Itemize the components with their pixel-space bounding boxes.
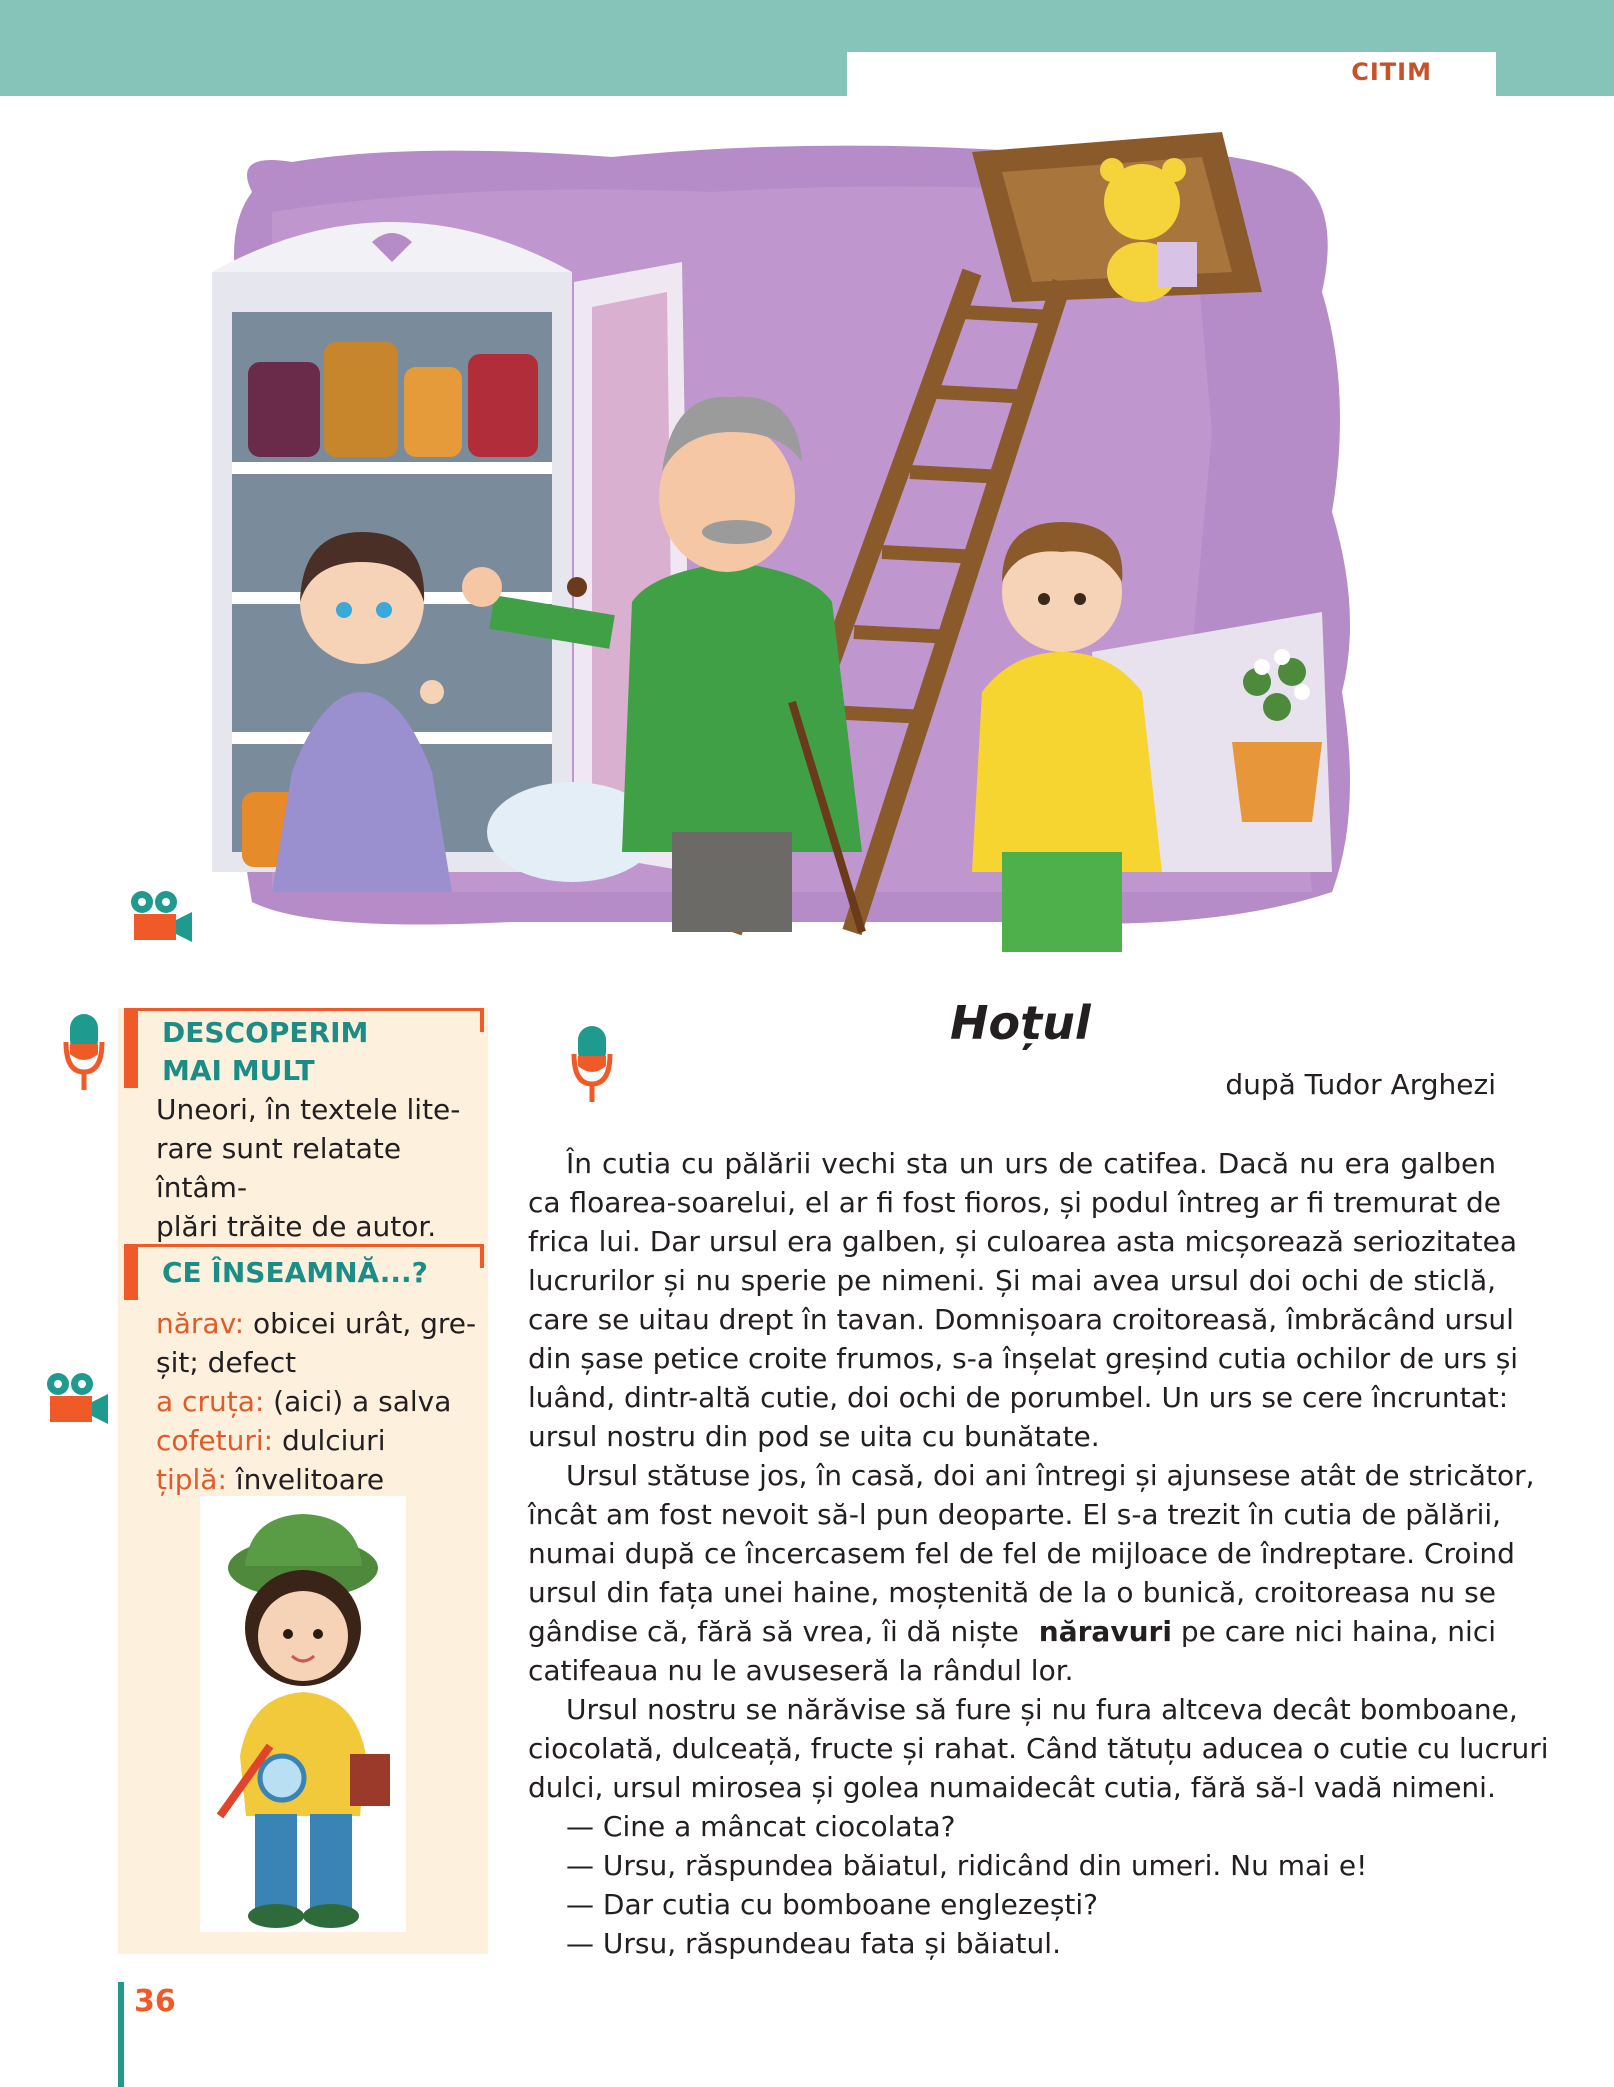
sidebar-accent-bar <box>124 1010 138 1088</box>
flower-pot <box>1232 742 1322 822</box>
boy <box>972 652 1162 872</box>
text-line: ursul din fața unei haine, moștenită de la o bunică, croitoreasa nu se <box>528 1576 1496 1609</box>
text-line: catifeaua nu le avuseseră la rândul lor. <box>528 1654 1074 1687</box>
sidebar-accent-bar <box>124 1244 138 1300</box>
text-line: numai după ce încercasem fel de fel de mijloace de îndreptare. Croind <box>528 1537 1515 1570</box>
text-line: dulci, ursul mirosea și golea numaidecât cutia, fără să-l vadă nimeni. <box>528 1771 1496 1804</box>
dialogue-line: — Cine a mâncat ciocolata? <box>566 1810 956 1843</box>
dialogue-line: — Ursu, răspundeau fata și băiatul. <box>566 1927 1061 1960</box>
text-line: ursul nostru din pod se uita cu bunătate. <box>528 1420 1100 1453</box>
section-tab <box>847 52 1496 96</box>
story-text <box>528 1144 1549 1963</box>
bold-term: năravuri <box>1038 1615 1172 1648</box>
sidebar-top-rule <box>124 1008 484 1011</box>
text-line: frica lui. Dar ursul era galben, și culoarea asta micșorează seriozitatea <box>528 1225 1518 1258</box>
text-line: ciocolată, dulceață, fructe și rahat. Când tătuțu aducea o cutie cu lucruri <box>528 1732 1549 1765</box>
text-line: Ursul nostru se nărăvise să fure și nu fura altceva decât bomboane, <box>566 1693 1518 1726</box>
text-line: Ursul stătuse jos, în casă, doi ani întregi și ajunsese atât de stricător, <box>566 1459 1535 1492</box>
page-number-bar <box>118 1982 124 2087</box>
text-line: încât am fost nevoit să-l pun deoparte. El s-a trezit în cutia de pălării, <box>528 1498 1502 1531</box>
dialogue-line: — Ursu, răspundea băiatul, ridicând din umeri. Nu mai e! <box>566 1849 1368 1882</box>
text-line: luând, dintr-altă cutie, doi ochi de porumbel. Un urs se cere încruntat: <box>528 1381 1509 1414</box>
definition-item: nărav: obicei urât, gre- <box>156 1307 477 1340</box>
text-line: care se uitau drept în tavan. Domnișoara croitoreasă, îmbrăcând ursul <box>528 1303 1514 1336</box>
sidebar-box <box>118 1008 488 1954</box>
text-line: lucrurilor și nu sperie pe nimeni. Și mai avea ursul doi ochi de sticlă, <box>528 1264 1496 1297</box>
explorer-boy-illustration <box>200 1496 406 1932</box>
microphone-icon <box>62 1014 106 1092</box>
definition-item: șit; defect <box>156 1346 297 1379</box>
story-author: după Tudor Arghezi <box>1225 1068 1496 1101</box>
meaning-heading: CE ÎNSEAMNĂ...? <box>162 1256 428 1289</box>
definition-item: a cruța: (aici) a salva <box>156 1385 452 1418</box>
microphone-icon <box>570 1026 614 1104</box>
text-line: din șase petice croite frumos, s-a înșelat greșind cutia ochilor de urs și <box>528 1342 1519 1375</box>
story-title: Hoțul <box>950 996 1091 1050</box>
discover-heading: DESCOPERIM MAI MULT <box>162 1016 369 1087</box>
definition-item: cofeturi: dulciuri <box>156 1424 386 1457</box>
text-line: ca floarea-soarelui, el ar fi fost fioros, și podul întreg ar fi tremurat de <box>528 1186 1501 1219</box>
dialogue-line: — Dar cutia cu bomboane englezești? <box>566 1888 1099 1921</box>
page-number: 36 <box>134 1984 176 2019</box>
text-line: gândise că, fără să vrea, îi dă niște năravuri pe care nici haina, nici <box>528 1615 1496 1648</box>
sidebar-top-rule <box>124 1244 484 1247</box>
text-line: În cutia cu pălării vechi sta un urs de catifea. Dacă nu era galben <box>566 1147 1496 1180</box>
definition-item: țiplă: învelitoare <box>156 1463 385 1496</box>
projector-icon <box>44 1370 112 1426</box>
discover-text: Uneori, în textele lite- rare sunt relatate întâm- plări trăite de autor. <box>156 1093 461 1243</box>
section-label: CITIM <box>1351 58 1432 86</box>
story-illustration <box>212 132 1372 952</box>
projector-icon <box>128 888 196 944</box>
